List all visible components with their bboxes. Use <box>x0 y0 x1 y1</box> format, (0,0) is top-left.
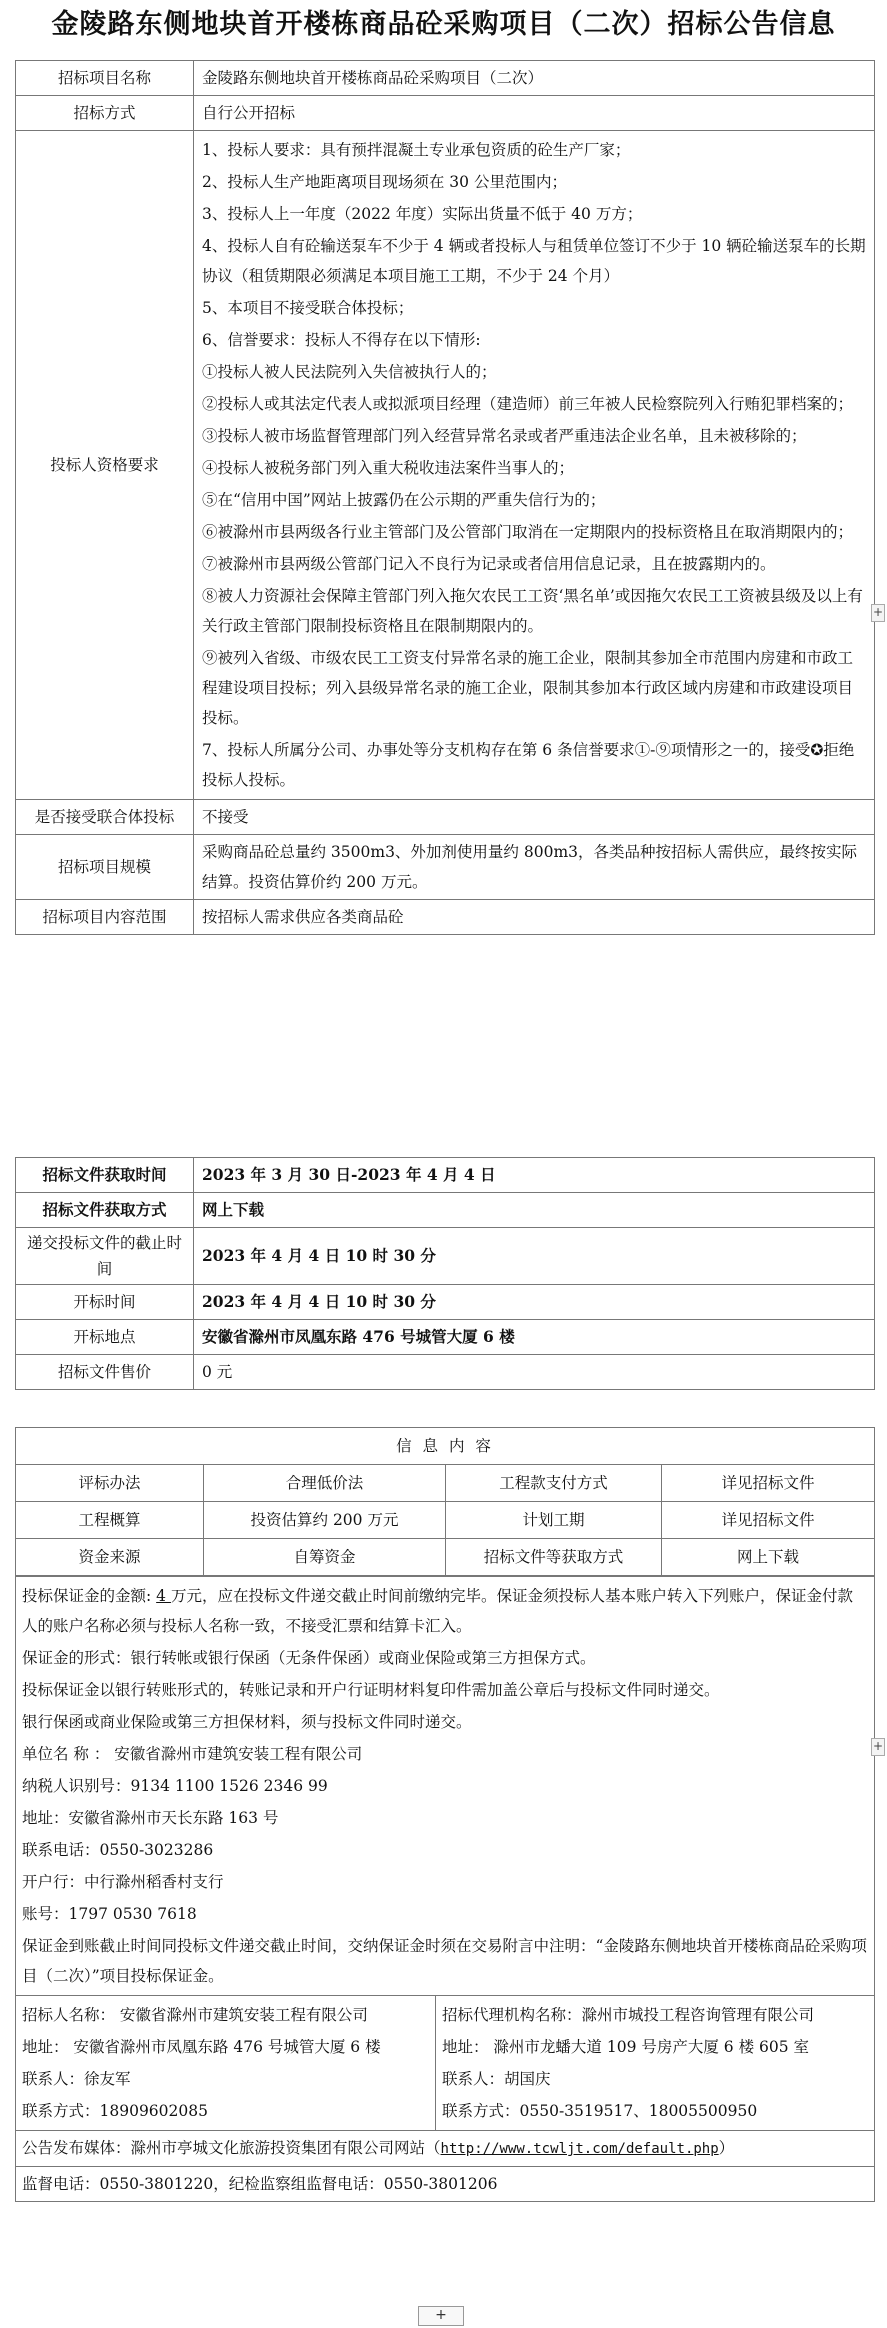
qualification-item: ⑨被列入省级、市级农民工工资支付异常名录的施工企业，限制其参加全市范围内房建和市政工程建设项目投标；列入县级异常名录的施工企业，限制其参加本行政区域内房建和市政建设项目投标。 <box>202 649 854 727</box>
agent-line: 联系人：胡国庆 <box>442 2070 551 2088</box>
qualification-item: ②投标人或其法定代表人或拟派项目经理（建造师）前三年被人民检察院列入行贿犯罪档案的； <box>202 395 854 413</box>
open-time-value: 2023 年 4 月 4 日 10 时 30 分 <box>194 1285 875 1320</box>
table-row <box>16 835 875 900</box>
table-resize-handle[interactable]: + <box>871 1738 885 1756</box>
table-row <box>16 1320 875 1355</box>
info-cell: 投资估算约 200 万元 <box>204 1502 446 1539</box>
schedule-table <box>15 1157 875 1390</box>
info-cell: 招标文件等获取方式 <box>446 1539 662 1576</box>
price-label: 招标文件售价 <box>16 1355 194 1390</box>
deposit-amount: 4 <box>156 1587 171 1605</box>
media-suffix: ） <box>718 2139 735 2157</box>
deposit-line: 保证金到账截止时间同投标文件递交截止时间，交纳保证金时须在交易附言中注明：“金陵路东侧地块首开楼栋商品砼采购项目（二次）”项目投标保证金。 <box>22 1937 867 1985</box>
scope-value: 按招标人需求供应各类商品砼 <box>194 900 875 935</box>
agent-line: 联系方式：0550-3519517、18005500950 <box>442 2102 758 2120</box>
deadline-value: 2023 年 4 月 4 日 10 时 30 分 <box>194 1228 875 1285</box>
deposit-line: 单位名 称 ： 安徽省滁州市建筑安装工程有限公司 <box>22 1745 363 1763</box>
open-time-label: 开标时间 <box>16 1285 194 1320</box>
deposit-line: 银行保函或商业保险或第三方担保材料，须与投标文件同时递交。 <box>22 1713 472 1731</box>
qualification-item: 6、信誉要求：投标人不得存在以下情形: <box>202 331 481 349</box>
open-place-label: 开标地点 <box>16 1320 194 1355</box>
deposit-line: 纳税人识别号：9134 1100 1526 2346 99 <box>22 1777 328 1795</box>
media-prefix: 公告发布媒体：滁州市亭城文化旅游投资集团有限公司网站（ <box>22 2139 441 2157</box>
table-row <box>16 900 875 935</box>
add-row-button[interactable]: + <box>418 2306 464 2326</box>
qualification-label: 投标人资格要求 <box>16 131 194 800</box>
deposit-line: 账号：1797 0530 7618 <box>22 1905 197 1923</box>
info-cell: 合理低价法 <box>204 1465 446 1502</box>
qualification-item: ⑧被人力资源社会保障主管部门列入拖欠农民工工资‘黑名单’或因拖欠农民工工资被县级及以上有关行政主管部门限制投标资格且在限制期限内的。 <box>202 587 863 635</box>
table-row <box>16 1502 875 1539</box>
qualification-item: 5、本项目不接受联合体投标； <box>202 299 414 317</box>
deposit-suffix: 万元，应在投标文件递交截止时间前缴纳完毕。保证金须投标人基本账户转入下列账户，保证金付款人的账户名称必须与投标人名称一致，不接受汇票和结算卡汇入。 <box>22 1587 853 1635</box>
tenderer-line: 联系人：徐友军 <box>22 2070 131 2088</box>
open-place-value: 安徽省滁州市凤凰东路 476 号城管大厦 6 楼 <box>194 1320 875 1355</box>
deposit-line: 联系电话：0550-3023286 <box>22 1841 214 1859</box>
deposit-line: 保证金的形式：银行转帐或银行保函（无条件保函）或商业保险或第三方担保方式。 <box>22 1649 596 1667</box>
info-content-table <box>15 1427 875 1576</box>
deposit-line: 投标保证金以银行转账形式的，转账记录和开户行证明材料复印件需加盖公章后与投标文件同时递交。 <box>22 1681 720 1699</box>
get-method-label: 招标文件获取方式 <box>16 1193 194 1228</box>
qualification-item: 1、投标人要求：具有预拌混凝土专业承包资质的砼生产厂家； <box>202 141 631 159</box>
table-row <box>16 1465 875 1502</box>
table-row <box>16 2131 875 2167</box>
qualification-item: 2、投标人生产地距离项目现场须在 30 公里范围内； <box>202 173 567 191</box>
table-row <box>16 1193 875 1228</box>
table-row <box>16 1158 875 1193</box>
agent-line: 地址： 滁州市龙蟠大道 109 号房产大厦 6 楼 605 室 <box>442 2038 810 2056</box>
qualification-item: ③投标人被市场监督管理部门列入经营异常名录或者严重违法企业名单，且未被移除的； <box>202 427 807 445</box>
qualification-item: ④投标人被税务部门列入重大税收违法案件当事人的； <box>202 459 575 477</box>
table-row <box>16 1228 875 1285</box>
joint-bid-label: 是否接受联合体投标 <box>16 800 194 835</box>
info-cell: 详见招标文件 <box>662 1502 875 1539</box>
qualification-list <box>194 131 875 800</box>
info-cell: 计划工期 <box>446 1502 662 1539</box>
info-cell: 评标办法 <box>16 1465 204 1502</box>
qualification-item: ⑥被滁州市县两级各行业主管部门及公管部门取消在一定期限内的投标资格且在取消期限内的； <box>202 523 854 541</box>
get-time-value: 2023 年 3 月 30 日-2023 年 4 月 4 日 <box>194 1158 875 1193</box>
table-row <box>16 1285 875 1320</box>
info-cell: 工程概算 <box>16 1502 204 1539</box>
table-row <box>16 800 875 835</box>
tenderer-line: 招标人名称： 安徽省滁州市建筑安装工程有限公司 <box>22 2006 368 2024</box>
table-row <box>16 61 875 96</box>
deposit-line: 开户行：中行滁州稻香村支行 <box>22 1873 224 1891</box>
project-name-value: 金陵路东侧地块首开楼栋商品砼采购项目（二次） <box>194 61 875 96</box>
scope-label: 招标项目内容范围 <box>16 900 194 935</box>
deposit-amount-line <box>22 1581 868 1641</box>
info-cell: 自筹资金 <box>204 1539 446 1576</box>
qualification-item: ①投标人被人民法院列入失信被执行人的； <box>202 363 497 381</box>
info-header: 信 息 内 容 <box>16 1428 875 1465</box>
info-cell: 网上下载 <box>662 1539 875 1576</box>
deposit-block <box>16 1577 875 1996</box>
qualification-item: 4、投标人自有砼输送泵车不少于 4 辆或者投标人与租赁单位签订不少于 10 辆砼输送泵车的长期协议（租赁期限必须满足本项目施工工期，不少于 24 个月） <box>202 237 866 285</box>
table-row <box>16 1996 875 2131</box>
tender-info-table <box>15 60 875 935</box>
get-method-value: 网上下载 <box>194 1193 875 1228</box>
table-row <box>16 96 875 131</box>
deposit-table <box>15 1576 875 2202</box>
joint-bid-value: 不接受 <box>194 800 875 835</box>
table-row <box>16 1539 875 1576</box>
table-row <box>16 1577 875 1996</box>
project-name-label: 招标项目名称 <box>16 61 194 96</box>
scale-label: 招标项目规模 <box>16 835 194 900</box>
method-value: 自行公开招标 <box>194 96 875 131</box>
table-row <box>16 2167 875 2202</box>
table-resize-handle[interactable]: + <box>871 604 885 622</box>
table-row <box>16 1428 875 1465</box>
deadline-label: 递交投标文件的截止时间 <box>16 1228 194 1285</box>
qualification-item: 3、投标人上一年度（2022 年度）实际出货量不低于 40 万方； <box>202 205 643 223</box>
tenderer-line: 联系方式：18909602085 <box>22 2102 208 2120</box>
qualification-item: 7、投标人所属分公司、办事处等分支机构存在第 6 条信誉要求①-⑨项情形之一的，接受✪拒绝投标人投标。 <box>202 741 855 789</box>
tenderer-block <box>16 1996 436 2131</box>
agent-block <box>436 1996 875 2131</box>
agent-line: 招标代理机构名称：滁州市城投工程咨询管理有限公司 <box>442 2006 815 2024</box>
price-value: 0 元 <box>194 1355 875 1390</box>
info-cell: 详见招标文件 <box>662 1465 875 1502</box>
supervise-cell: 监督电话：0550-3801220，纪检监察组监督电话：0550-3801206 <box>16 2167 875 2202</box>
tenderer-line: 地址： 安徽省滁州市凤凰东路 476 号城管大厦 6 楼 <box>22 2038 381 2056</box>
scale-value: 采购商品砼总量约 3500m3、外加剂使用量约 800m3，各类品种按招标人需供应，最终按实际结算。投资估算价约 200 万元。 <box>194 835 875 900</box>
deposit-line: 地址：安徽省滁州市天长东路 163 号 <box>22 1809 279 1827</box>
deposit-prefix: 投标保证金的金额: <box>22 1587 157 1605</box>
media-link[interactable]: http://www.tcwljt.com/default.php <box>440 2141 719 2157</box>
table-row <box>16 131 875 800</box>
page-title: 金陵路东侧地块首开楼栋商品砼采购项目（二次）招标公告信息 <box>51 9 836 40</box>
qualification-item: ⑦被滁州市县两级公管部门记入不良行为记录或者信用信息记录，且在披露期内的。 <box>202 555 776 573</box>
method-label: 招标方式 <box>16 96 194 131</box>
info-cell: 资金来源 <box>16 1539 204 1576</box>
media-cell <box>16 2131 875 2167</box>
info-cell: 工程款支付方式 <box>446 1465 662 1502</box>
get-time-label: 招标文件获取时间 <box>16 1158 194 1193</box>
table-row <box>16 1355 875 1390</box>
qualification-item: ⑤在“信用中国”网站上披露仍在公示期的严重失信行为的； <box>202 491 606 509</box>
